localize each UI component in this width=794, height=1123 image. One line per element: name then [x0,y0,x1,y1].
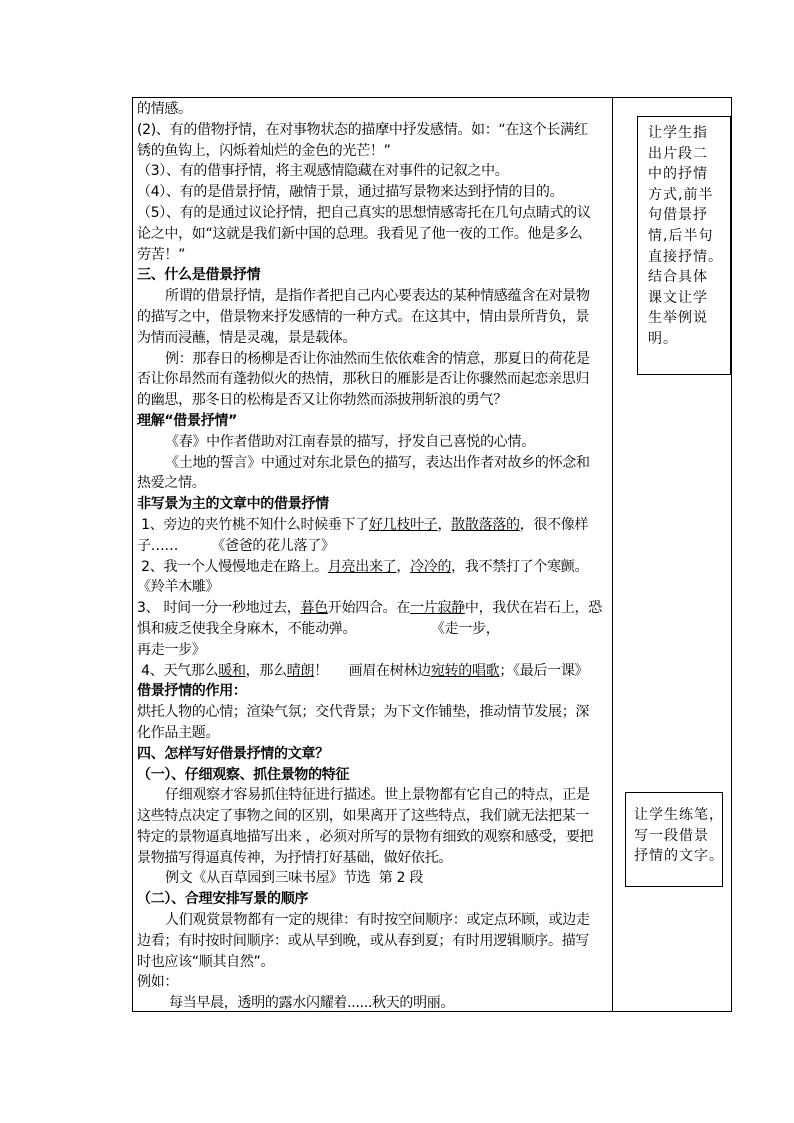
section-heading [137,494,611,515]
text-line [137,785,611,806]
note-line: 结合具体 [648,269,708,286]
text-segment: （3）、有的借事抒情，将主观感情隐藏在对事件的记叙之中。 [137,163,509,180]
text-line [137,473,611,494]
text-segment: 的描写之中，借景物来抒发感情的一种方式。在这其中，情由景所背负，景 [137,308,590,325]
text-segment: 人们观赏景物都有一定的规律：有时按空间顺序：或定点环顾，或边走 [165,912,590,929]
section-heading [137,265,611,286]
text-line [137,99,611,120]
text-segment: 四、怎样写好借景抒情的文章？ [137,745,329,762]
underlined-phrase: 暖和 [218,662,246,679]
teaching-note-box-1 [637,116,731,375]
text-segment: 特定的景物逼真地描写出来 ，必须对所写的景物有细致的观察和感受，要把 [137,828,594,845]
text-segment: 惧和疲乏使我全身麻木，不能动弹。 [137,620,357,637]
text-segment: （一）、仔细观察、抓住景物的特征 [137,766,350,783]
underlined-phrase: 一片寂静 [410,600,465,617]
text-segment: 例：那春日的杨柳是否让你油然而生依依难舍的情意，那夏日的荷花是 [165,350,590,367]
text-segment: 的幽思，那冬日的松梅是否又让你勃然而添披荆斩浪的勇气？ [137,392,507,409]
text-segment: 借景抒情的作用： [137,683,247,700]
text-line [137,806,611,827]
text-line [137,536,611,557]
note-line: 直接抒情。 [648,248,723,265]
text-line [137,161,611,182]
text-segment: ， [437,516,452,533]
text-line [137,993,611,1014]
text-segment: 1、旁边的夹竹桃不知什么时候垂下了 [137,516,369,533]
text-segment: 化作品主题。 [137,724,220,741]
text-line [137,827,611,848]
text-segment: 《土地的誓言》中通过对东北景色的描写，表达出作者对故乡的怀念和 [165,454,590,471]
text-segment: (2)、有的借物抒情，在对事物状态的描摩中抒发感情。如：“在这个长满红 [137,121,588,138]
text-segment: 热爱之情。 [137,475,206,492]
text-segment: 例文《从百草园到三味书屋》节选 第 2 段 [165,870,424,887]
text-segment [356,621,431,637]
underlined-phrase: 散散落落的 [451,516,520,533]
text-line [137,702,611,723]
text-line [137,598,611,619]
note-line: 中的抒情 [648,166,708,183]
text-segment: 4、天气那么 [137,662,219,679]
underlined-phrase: 月亮出来了 [327,558,397,575]
note-line: 让学生指 [648,125,708,141]
note-line: 课文让学 [648,289,708,306]
text-line [137,432,611,453]
text-line [137,910,611,931]
text-segment: 《走一步， [430,620,500,637]
section-heading [137,744,611,765]
text-segment: 三、什么是借景抒情 [137,267,261,284]
section-heading [137,411,611,432]
column-divider [612,98,613,1011]
text-segment: 每当早晨，透明的露水闪耀着......秋天的明丽。 [169,995,455,1012]
text-line [137,952,611,973]
text-segment: 《春》中作者借助对江南春景的描写，抒发自己喜悦的心情。 [165,433,535,450]
text-line [137,868,611,889]
text-segment: 再走一步》 [137,641,206,658]
text-line [137,661,611,682]
text-segment: 这些特点决定了事物之间的区别，如果离开了这些特点，我们就无法把某一 [137,808,590,825]
text-segment: ， [396,558,411,575]
text-line [137,515,611,536]
text-segment: 开始四合。在 [327,600,411,617]
text-line [137,931,611,952]
text-line [137,848,611,869]
text-line [137,307,611,328]
note-line: 出片段二 [648,145,708,162]
text-segment: 否让你昂然而有蓬勃似火的热情，那秋日的雁影是否让你骤然而起恋亲思归 [137,371,590,388]
underlined-phrase: 好几枝叶子 [368,516,438,533]
text-segment: （二）、合理安排写景的顺序 [137,891,309,908]
text-line [137,619,611,640]
text-segment: 理解“借景抒情” [137,412,238,429]
text-segment: 非写景为主的文章中的借景抒情 [137,496,329,513]
note-line: 让学生练笔， [634,807,724,823]
teaching-note-box-2 [625,792,723,887]
text-segment: 《羚羊木雕》 [137,579,220,596]
text-line [137,369,611,390]
note-line: 写一段借景 [634,827,709,844]
text-line [137,328,611,349]
lesson-content-cell [137,99,611,1014]
text-segment: ，那么 [245,662,287,679]
text-segment: 2、我一个人慢慢地走在路上。 [137,558,328,575]
text-line [137,120,611,141]
note-line: 方式,前半 [648,186,714,203]
text-segment: 所谓的借景抒情，是指作者把自己内心要表达的某种情感蕴含在对景物 [165,288,590,305]
text-segment: 论之中，如“这就是我们新中国的总理。我看见了他一夜的工作。他是多么 [137,225,583,242]
text-segment: 景物描写得逼真传神，为抒情打好基础，做好依托。 [137,849,453,866]
text-line [137,286,611,307]
text-segment: ，很不像样 [519,516,589,533]
text-line [137,349,611,370]
underlined-phrase: 暮色 [300,600,328,617]
text-segment: 为情而浸蘸，情是灵魂，景是载体。 [137,329,357,346]
text-segment: ！ 画眉在树林边 [314,662,431,679]
text-segment: 时也应该“顺其自然”。 [137,953,275,970]
text-line [137,577,611,598]
text-line [137,224,611,245]
text-line [137,203,611,224]
text-segment: 锈的鱼钩上，闪烁着灿烂的金色的光芒！” [137,142,391,159]
note-line: 生举例说 [648,310,708,327]
note-line: 情,后半句 [648,227,714,244]
text-line [137,245,611,266]
text-segment: 边看；有时按时间顺序：或从早到晚，或从春到夏；有时用逻辑顺序。描写 [137,932,590,949]
section-heading [137,765,611,786]
text-segment: （5）、有的是通过议论抒情，把自己真实的思想情感寄托在几句点睛式的议 [137,204,591,221]
underlined-phrase: 晴朗 [286,662,315,679]
text-line [137,390,611,411]
text-line [137,640,611,661]
text-segment: 仔细观察才容易抓住特征进行描述。世上景物都有它自己的特点，正是 [165,787,590,804]
text-line [137,141,611,162]
text-segment: （4）、有的是借景抒情，融情于景，通过描写景物来达到抒情的目的。 [137,184,564,201]
text-line [137,453,611,474]
text-segment: 烘托人物的心情；渲染气氛；交代背景；为下文作铺垫，推动情节发展；深 [137,704,590,721]
underlined-phrase: 冷冷的 [410,558,452,575]
text-line [137,723,611,744]
text-segment: ，我不禁打了个寒颤。 [451,558,589,575]
text-line [137,972,611,993]
text-segment: 3、 时间一分一秒地过去， [137,600,301,617]
text-segment: 的情感。 [137,101,192,117]
text-segment: ；《最后一课》 [499,662,589,679]
lesson-table [132,97,732,1012]
text-segment: 子…… 《爸爸的花儿落了》 [137,537,335,554]
underlined-phrase: 宛转的唱歌 [430,662,500,679]
text-segment: 劳苦！” [137,246,186,263]
section-heading [137,681,611,702]
text-segment: 例如： [137,974,179,991]
note-line: 句借景抒 [648,207,708,224]
section-heading [137,889,611,910]
note-line: 明。 [648,330,678,347]
note-line: 抒情的文字。 [634,848,724,865]
text-line [137,557,611,578]
text-line [137,182,611,203]
text-segment: 中，我伏在岩石上，恐 [464,600,602,617]
